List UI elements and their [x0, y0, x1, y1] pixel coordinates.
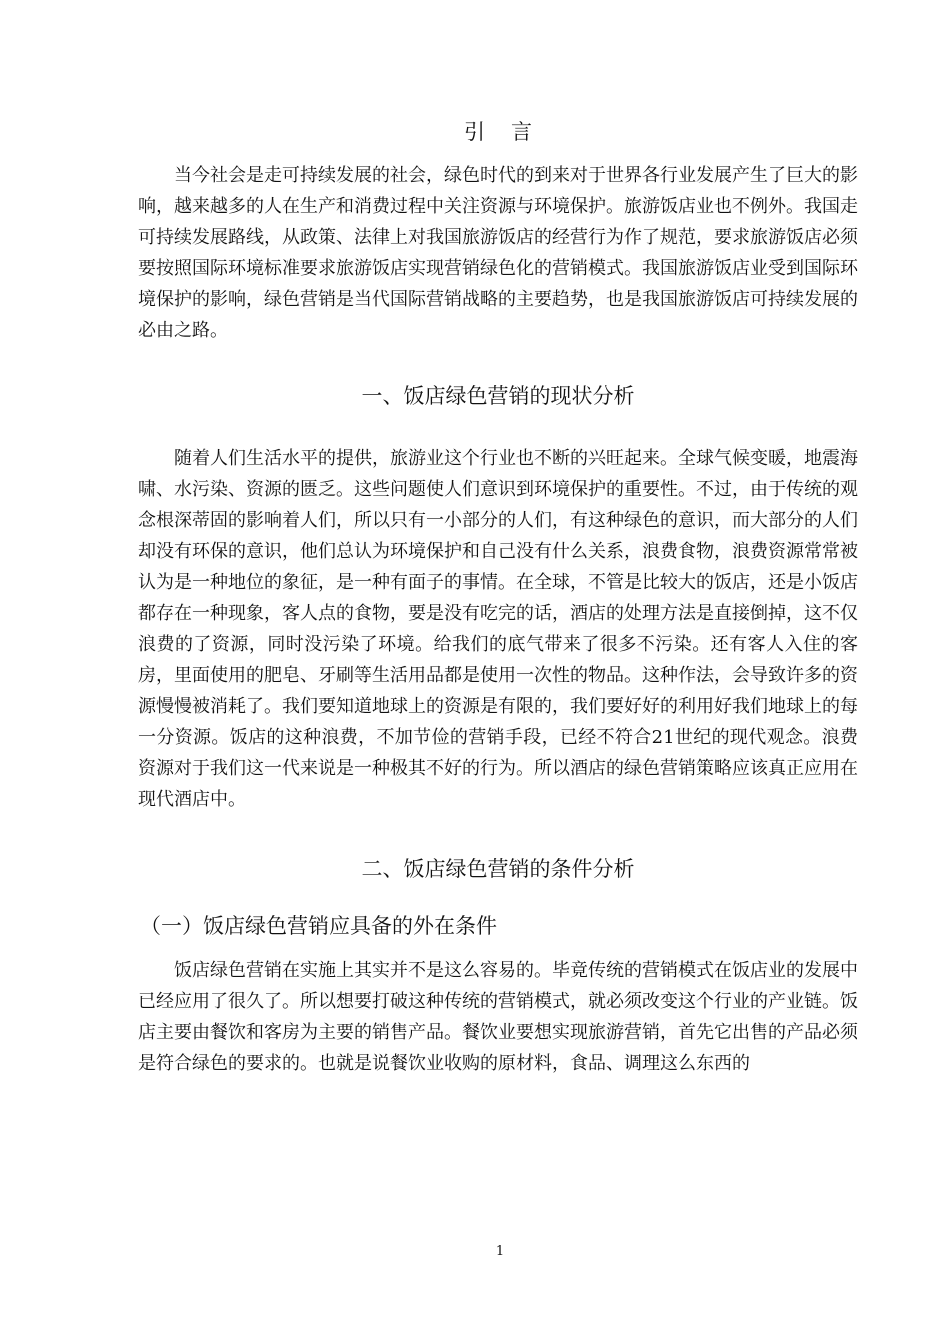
page-number: 1 [495, 1244, 505, 1259]
section1-paragraph: 随着人们生活水平的提供，旅游业这个行业也不断的兴旺起来。全球气候变暖，地震海啸、水污染、资源的匮乏。这些问题使人们意识到环境保护的重要性。不过，由于传统的观念根深蒂固的影响着人们，所以只有一小部分的人们，有这种绿色的意识，而大部分的人们却没有环保的意识，他们总认为环境保护和自己没有什么关系，浪费食物，浪费资源常常被认为是一种地位的象征，是一种有面子的事情。在全球，不管是比较大的饭店，还是小饭店都存在一种现象，客人点的食物，要是没有吃完的话，酒店的处理方法是直接倒掉，这不仅浪费的了资源，同时没污染了环境。给我们的底气带来了很多不污染。还有客人入住的客房，里面使用的肥皂、牙刷等生活用品都是使用一次性的物品。这种作法，会导致许多的资源慢慢被消耗了。我们要知道地球上的资源是有限的，我们要好好的利用好我们地球上的每一分资源。饭店的这种浪费，不加节俭的营销手段，已经不符合21世纪的现代观念。浪费资源对于我们这一代来说是一种极其不好的行为。所以酒店的绿色营销策略应该真正应用在现代酒店中。 [138, 448, 858, 810]
subsection1-paragraph: 饭店绿色营销在实施上其实并不是这么容易的。毕竟传统的营销模式在饭店业的发展中已经应用了很久了。所以想要打破这种传统的营销模式，就必须改变这个行业的产业链。饭店主要由餐饮和客房为主要的销售产品。餐饮业要想实现旅游营销，首先它出售的产品必须是符合绿色的要求的。也就是说餐饮业收购的原材料，食品、调理这么东西的 [138, 960, 858, 1074]
section1-heading: 一、饭店绿色营销的现状分析 [361, 384, 635, 408]
section2-heading: 二、饭店绿色营销的条件分析 [361, 857, 635, 881]
intro-paragraph: 当今社会是走可持续发展的社会，绿色时代的到来对于世界各行业发展产生了巨大的影响，越来越多的人在生产和消费过程中关注资源与环境保护。旅游饭店业也不例外。我国走可持续发展路线，从政策、法律上对我国旅游饭店的经营行为作了规范，要求旅游饭店必须要按照国际环境标准要求旅游饭店实现营销绿色化的营销模式。我国旅游饭店业受到国际环境保护的影响，绿色营销是当代国际营销战略的主要趋势，也是我国旅游饭店可持续发展的必由之路。 [138, 165, 858, 341]
intro-title: 引言 [464, 120, 558, 144]
page-content [138, 112, 858, 1079]
subsection1-heading: （一）饭店绿色营销应具备的外在条件 [140, 914, 497, 938]
